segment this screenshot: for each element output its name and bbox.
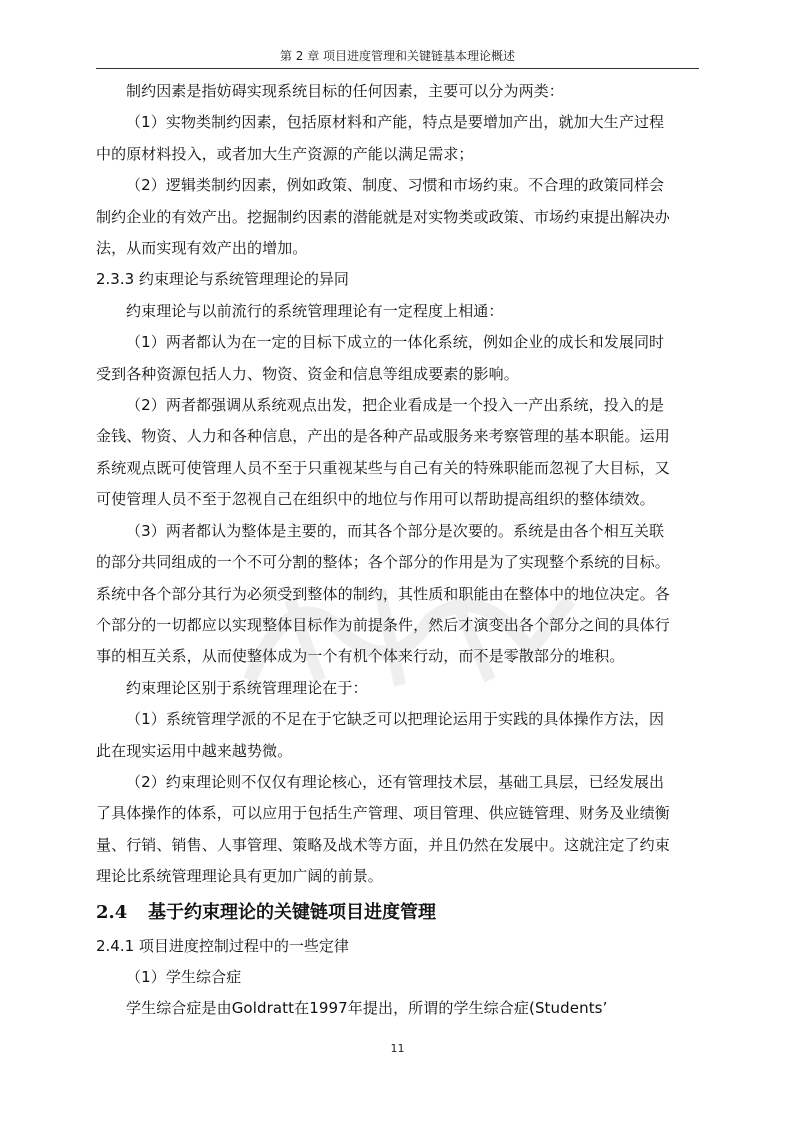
section-heading: [96, 901, 699, 925]
paragraph-line: 制约因素是指妨碍实现系统目标的任何因素，主要可以分为两类：: [126, 82, 564, 100]
paragraph-line: 可使管理人员不至于忽视自己在组织中的地位与作用可以帮助提高组织的整体绩效。: [96, 490, 655, 509]
paragraph-line: 此在现实运用中越来越势微。: [96, 741, 293, 760]
paragraph-line: 法，从而实现有效产出的增加。: [96, 239, 308, 258]
paragraph-line: 约束理论与以前流行的系统管理理论有一定程度上相通：: [126, 301, 504, 320]
page-header: 第 2 章 项目进度管理和关键链基本理论概述: [96, 44, 699, 69]
paragraph-line: （3）两者都认为整体是主要的，而其各个部分是次要的。系统是由各个相互关联: [126, 521, 665, 540]
page-number: 11: [390, 1042, 405, 1055]
section-title: 基于约束理论的关键链项目进度管理: [148, 901, 436, 923]
paragraph-line: 事的相互关系，从而使整体成为一个有机个体来行动，而不是零散部分的堆积。: [96, 647, 625, 666]
paragraph-line: 理论比系统管理理论具有更加广阔的前景。: [96, 867, 383, 886]
paragraph-line: （1）实物类制约因素，包括原材料和产能，特点是要增加产出，就加大生产过程: [126, 113, 665, 132]
paragraph-line: （1）两者都认为在一定的目标下成立的一体化系统，例如企业的成长和发展同时: [126, 333, 665, 352]
paragraph-line: 的部分共同组成的一个不可分割的整体；各个部分的作用是为了实现整个系统的目标。: [96, 553, 670, 572]
paragraph-line: 约束理论区别于系统管理理论在于：: [126, 678, 368, 697]
paragraph-line: 学生综合症是由Goldratt在1997年提出，所谓的学生综合症(Students’: [126, 999, 608, 1018]
paragraph-line: （2）约束理论则不仅仅有理论核心，还有管理技术层，基础工具层，已经发展出: [126, 772, 665, 791]
paragraph-line: （2）两者都强调从系统观点出发，把企业看成是一个投入一产出系统，投入的是: [126, 396, 665, 415]
document-body: [96, 76, 699, 1025]
paragraph-line: 系统中各个部分其行为必须受到整体的制约，其性质和职能由在整体中的地位决定。各: [96, 584, 670, 603]
paragraph-line: 了具体操作的体系，可以应用于包括生产管理、项目管理、供应链管理、财务及业绩衡: [96, 804, 670, 823]
paragraph-line: 受到各种资源包括人力、物资、资金和信息等组成要素的影响。: [96, 364, 519, 383]
paragraph-line: （2）逻辑类制约因素，例如政策、制度、习惯和市场约束。不合理的政策同样会: [126, 176, 665, 195]
paragraph-line: 系统观点既可使管理人员不至于只重视某些与自己有关的特殊职能而忽视了大目标，又: [96, 458, 670, 477]
paragraph-line: 制约企业的有效产出。挖掘制约因素的潜能就是对实物类或政策、市场约束提出解决办: [96, 207, 670, 226]
subsection-heading: 2.4.1 项目进度控制过程中的一些定律: [96, 936, 349, 955]
paragraph-line: 中的原材料投入，或者加大生产资源的产能以满足需求；: [96, 144, 474, 163]
subsection-heading: 2.3.3 约束理论与系统管理理论的异同: [96, 270, 349, 289]
paragraph-line: （1）学生综合症: [126, 967, 242, 986]
paragraph-line: 金钱、物资、人力和各种信息，产出的是各种产品或服务来考察管理的基本职能。运用: [96, 427, 670, 446]
paragraph-line: 量、行销、销售、人事管理、策略及战术等方面，并且仍然在发展中。这就注定了约束: [96, 835, 670, 854]
section-number: 2.4: [96, 901, 128, 923]
paragraph-line: （1）系统管理学派的不足在于它缺乏可以把理论运用于实践的具体操作方法，因: [126, 710, 665, 729]
paragraph-line: 个部分的一切都应以实现整体目标作为前提条件，然后才演变出各个部分之间的具体行: [96, 615, 670, 634]
